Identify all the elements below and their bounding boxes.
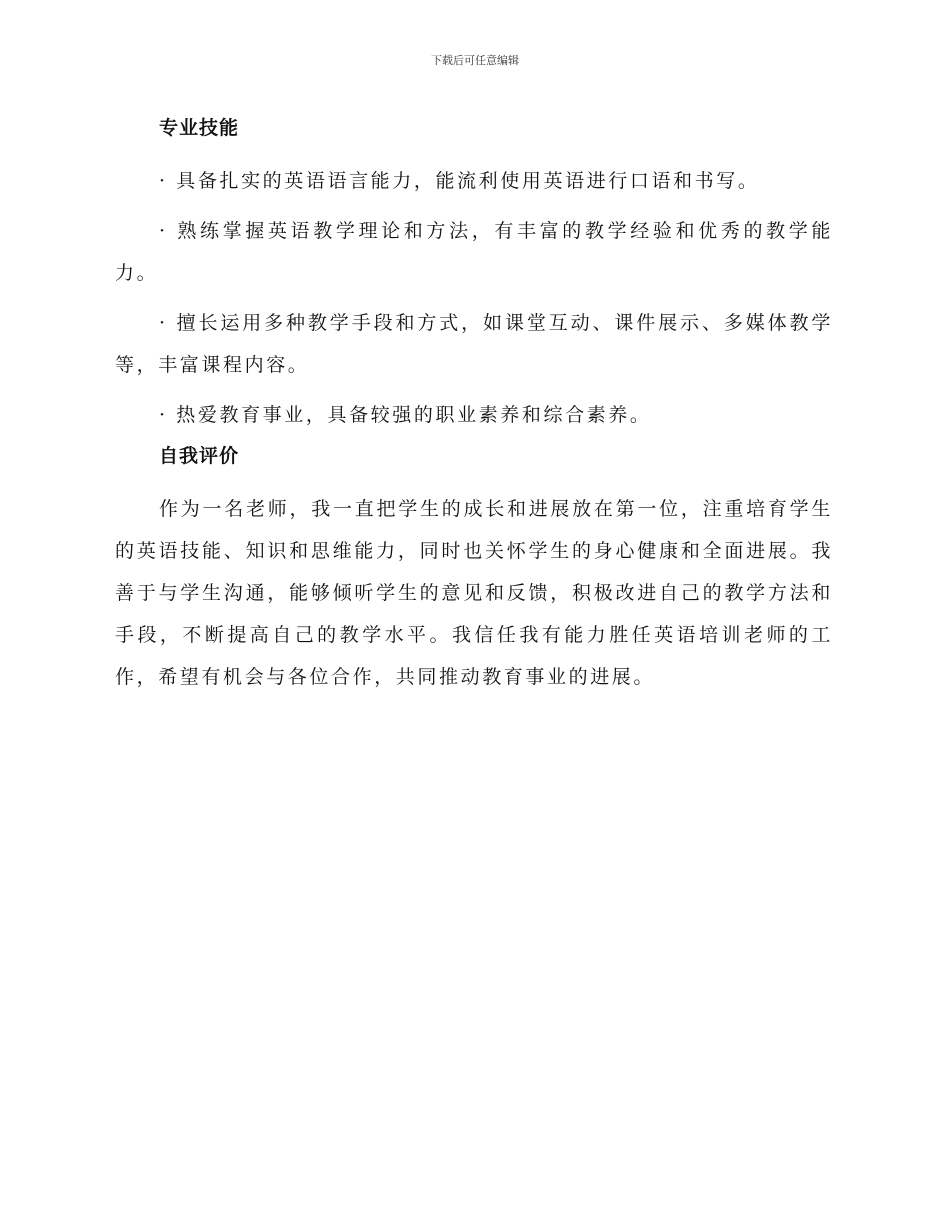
self-evaluation-section: [115, 438, 833, 698]
document-body: [115, 110, 833, 698]
self-evaluation-heading: 自我评价: [159, 445, 240, 467]
skill-item-teaching-methods: · 擅长运用多种教学手段和方式，如课堂互动、课件展示、多媒体教学等，丰富课程内容。: [115, 312, 833, 376]
skills-section: [115, 110, 833, 436]
skill-item-language: · 具备扎实的英语语言能力，能流利使用英语进行口语和书写。: [159, 170, 760, 192]
skills-heading: 专业技能: [159, 117, 240, 139]
skill-item-professionalism: · 热爱教育事业，具备较强的职业素养和综合素养。: [159, 404, 652, 426]
self-evaluation-paragraph: 作为一名老师，我一直把学生的成长和进展放在第一位，注重培育学生的英语技能、知识和思维能力，同时也关怀学生的身心健康和全面进展。我善于与学生沟通，能够倾听学生的意见和反馈，积极改进自己的教学方法和手段，不断提高自己的教学水平。我信任我有能力胜任英语培训老师的工作，希望有机会与各位合作，共同推动教育事业的进展。: [115, 498, 833, 688]
skill-item-teaching-theory: · 熟练掌握英语教学理论和方法，有丰富的教学经验和优秀的教学能力。: [115, 220, 833, 284]
page-header-note: 下载后可任意编辑: [431, 54, 519, 67]
